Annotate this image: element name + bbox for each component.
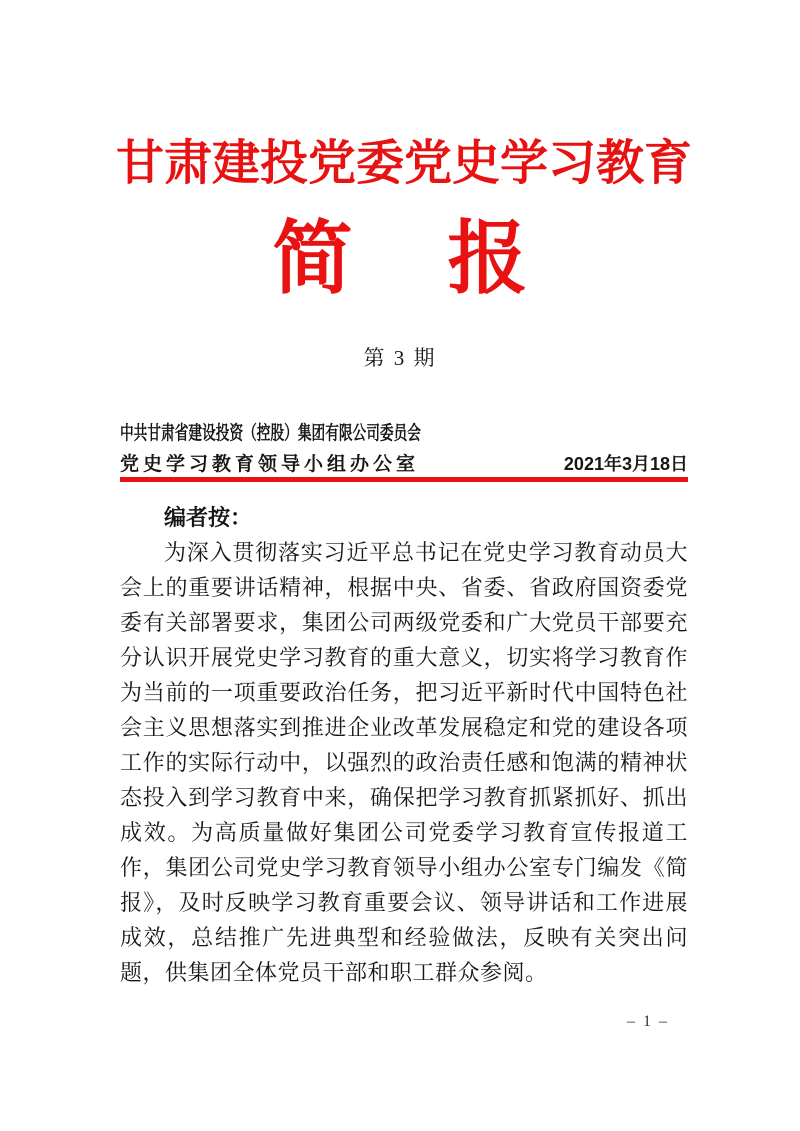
page-number: – 1 – <box>627 1013 669 1030</box>
editor-note-label: 编者按： <box>164 505 253 530</box>
issue-number: 第 3 期 <box>363 346 437 370</box>
masthead-subtitle <box>0 214 800 306</box>
masthead-subtitle-char-2: 报 <box>447 216 528 304</box>
masthead-subtitle-char-1: 简 <box>272 216 353 304</box>
sender-block <box>120 422 688 476</box>
issuing-org-name: 中共甘肃省建设投资（控股）集团有限公司委员会 <box>120 423 421 444</box>
sender-row <box>120 449 688 476</box>
red-divider-rule <box>120 477 688 482</box>
document-body <box>120 500 688 990</box>
masthead-title: 甘肃建投党委党史学习教育 <box>116 137 693 190</box>
editor-note-paragraph: 为深入贯彻落实习近平总书记在党史学习教育动员大会上的重要讲话精神，根据中央、省委、省政府国资委党委有关部署要求，集团公司两级党委和广大党员干部要充分认识开展党史学习教育的重大意义，切实将学习教育作为当前的一项重要政治任务，把习近平新时代中国特色社会主义思想落实到推进企业改革发展稳定和党的建设各项工作的实际行动中，以强烈的政治责任感和饱满的精神状态投入到学习教育中来，确保把学习教育抓紧抓好、抓出成效。为高质量做好集团公司党委学习教育宣传报道工作，集团公司党史学习教育领导小组办公室专门编发《简报》，及时反映学习教育重要会议、领导讲话和工作进展成效，总结推广先进典型和经验做法，反映有关突出问题，供集团全体党员干部和职工群众参阅。 <box>120 540 688 985</box>
issue-date: 2021年3月18日 <box>563 454 688 474</box>
issuing-office-name: 党史学习教育领导小组办公室 <box>120 454 420 475</box>
